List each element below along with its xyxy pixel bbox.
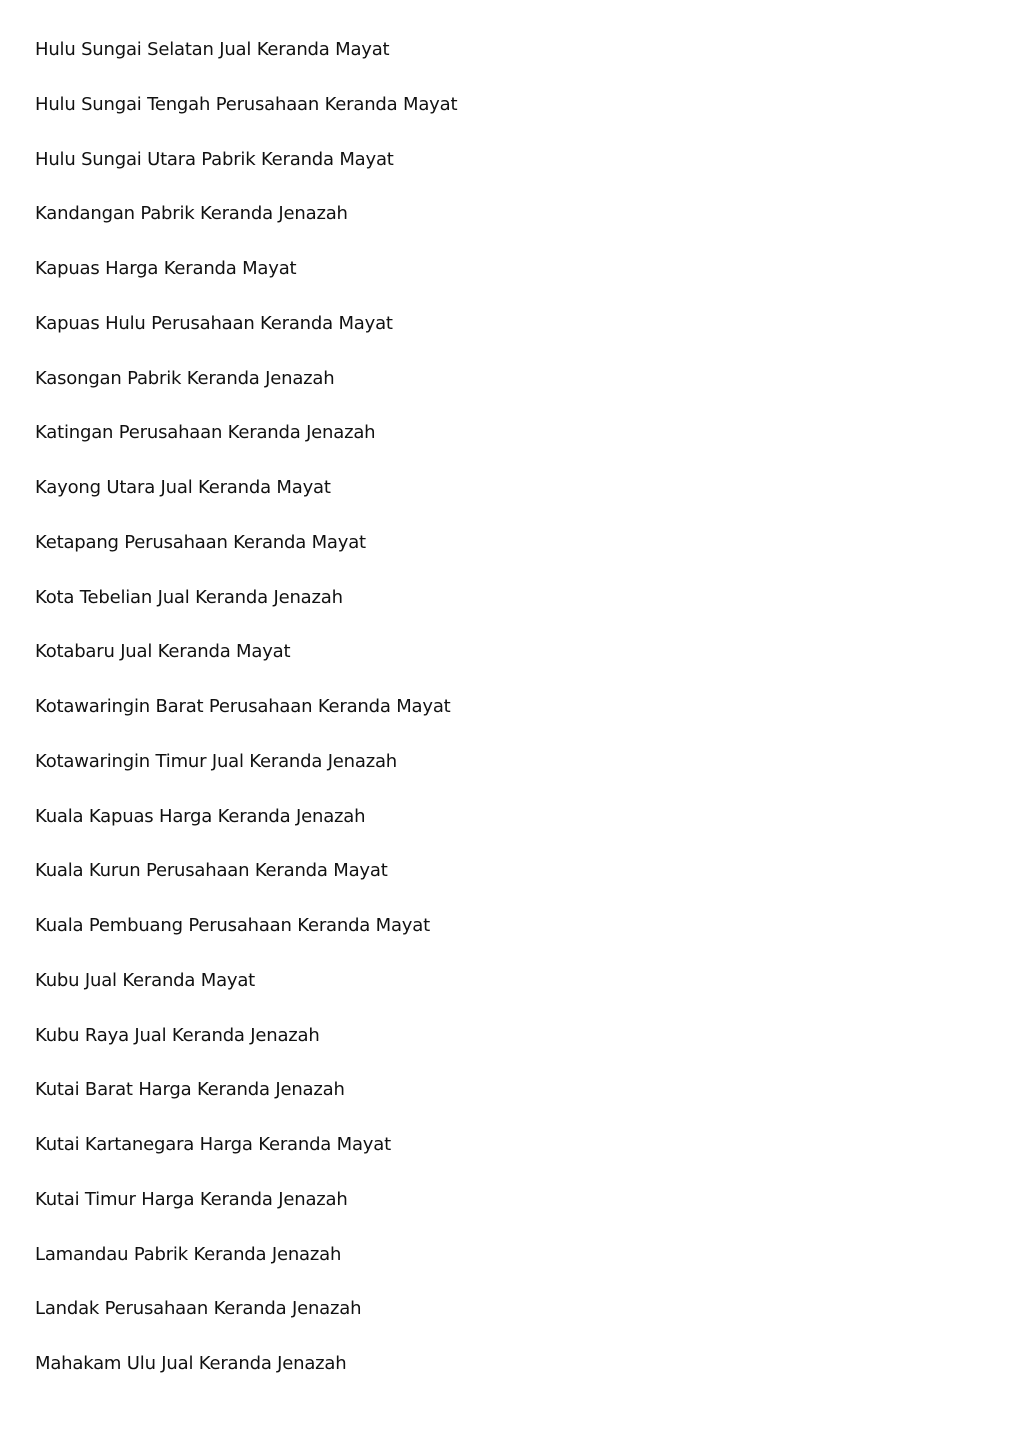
list-item: Kuala Pembuang Perusahaan Keranda Mayat: [35, 915, 430, 936]
list-item: Landak Perusahaan Keranda Jenazah: [35, 1298, 362, 1320]
list-item: Kutai Barat Harga Keranda Jenazah: [35, 1079, 345, 1101]
list-item: Kubu Raya Jual Keranda Jenazah: [35, 1024, 320, 1046]
location-list: [35, 36, 457, 1405]
list-item: Kuala Kapuas Harga Keranda Jenazah: [35, 805, 366, 827]
list-item: Kotawaringin Barat Perusahaan Keranda Mayat: [35, 696, 451, 717]
list-item: Hulu Sungai Utara Pabrik Keranda Mayat: [35, 148, 394, 170]
list-item: Kasongan Pabrik Keranda Jenazah: [35, 367, 335, 389]
list-item: Katingan Perusahaan Keranda Jenazah: [35, 422, 376, 444]
list-item: Mahakam Ulu Jual Keranda Jenazah: [35, 1353, 347, 1374]
list-item: Kutai Kartanegara Harga Keranda Mayat: [35, 1134, 391, 1155]
list-item: Kapuas Harga Keranda Mayat: [35, 258, 297, 279]
list-item: Lamandau Pabrik Keranda Jenazah: [35, 1243, 342, 1265]
list-item: Kubu Jual Keranda Mayat: [35, 969, 256, 991]
list-item: Hulu Sungai Selatan Jual Keranda Mayat: [35, 39, 390, 60]
list-item: Hulu Sungai Tengah Perusahaan Keranda Mayat: [35, 93, 458, 115]
list-item: Kota Tebelian Jual Keranda Jenazah: [35, 586, 343, 608]
list-item: Kapuas Hulu Perusahaan Keranda Mayat: [35, 312, 393, 334]
list-item: Kuala Kurun Perusahaan Keranda Mayat: [35, 860, 388, 882]
list-item: Kotawaringin Timur Jual Keranda Jenazah: [35, 750, 398, 772]
list-item: Kotabaru Jual Keranda Mayat: [35, 641, 291, 663]
list-item: Ketapang Perusahaan Keranda Mayat: [35, 531, 366, 553]
list-item: Kutai Timur Harga Keranda Jenazah: [35, 1188, 348, 1210]
list-item: Kayong Utara Jual Keranda Mayat: [35, 477, 331, 498]
list-item: Kandangan Pabrik Keranda Jenazah: [35, 203, 348, 225]
